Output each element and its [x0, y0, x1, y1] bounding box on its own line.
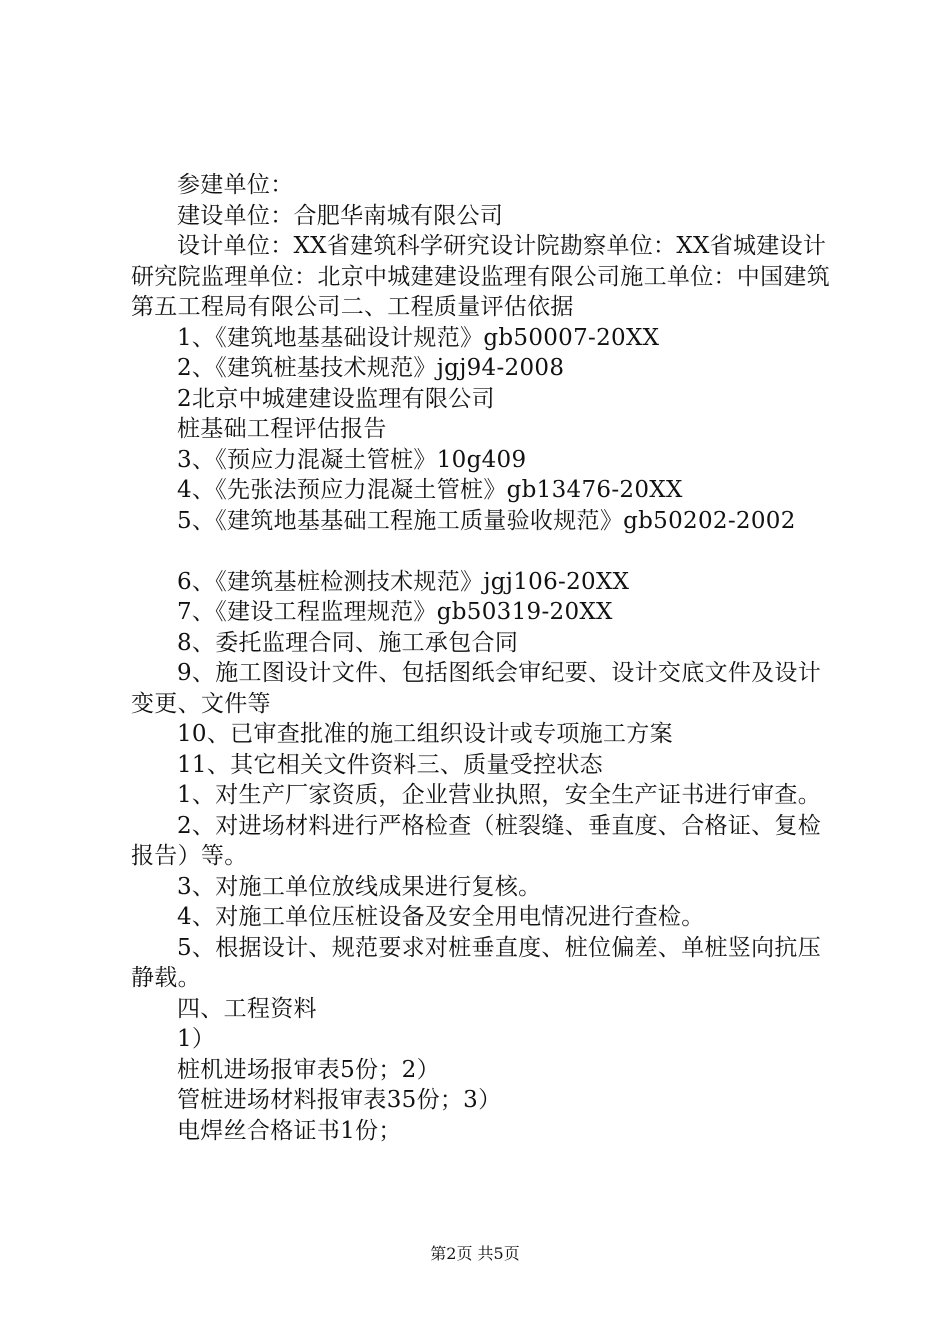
paragraph-control-5: 5、根据设计、规范要求对桩垂直度、桩位偏差、单桩竖向抗压静载。 [131, 934, 822, 991]
paragraph-basis-11: 11、其它相关文件资料三、质量受控状态 [177, 751, 603, 778]
paragraph-basis-5: 5、《建筑地基基础工程施工质量验收规范》gb50202-2002 [177, 507, 796, 534]
paragraph-design-units: 设计单位：XX省建筑科学研究设计院勘察单位：XX省城建设计研究院监理单位：北京中城建建设监理有限公司施工单位：中国建筑第五工程局有限公司二、工程质量评估依据 [131, 233, 830, 320]
paragraph-construction-unit: 建设单位：合肥华南城有限公司 [177, 202, 504, 229]
paragraph-section-4-heading: 四、工程资料 [177, 995, 317, 1022]
paragraph-basis-6: 6、《建筑基桩检测技术规范》jgj106-20XX [177, 568, 630, 595]
paragraph-record-1: 1） [177, 1026, 216, 1052]
document-body [131, 170, 837, 1146]
paragraph-basis-8: 8、委托监理合同、施工承包合同 [177, 629, 519, 656]
page-footer [0, 1244, 950, 1264]
paragraph-basis-10: 10、已审查批准的施工组织设计或专项施工方案 [177, 721, 673, 747]
paragraph-basis-4: 4、《先张法预应力混凝土管桩》gb13476-20XX [177, 477, 683, 503]
paragraph-control-2: 2、对进场材料进行严格检查（桩裂缝、垂直度、合格证、复检报告）等。 [131, 812, 822, 869]
paragraph-basis-7: 7、《建设工程监理规范》gb50319-20XX [177, 599, 613, 625]
paragraph-control-3: 3、对施工单位放线成果进行复核。 [177, 873, 542, 900]
paragraph-record-2: 桩机进场报审表5份；2） [177, 1056, 440, 1083]
paragraph-basis-9: 9、施工图设计文件、包括图纸会审纪要、设计交底文件及设计变更、文件等 [131, 660, 822, 717]
paragraph-control-4: 4、对施工单位压桩设备及安全用电情况进行查检。 [177, 904, 705, 930]
paragraph-record-4: 电焊丝合格证书1份； [177, 1117, 402, 1144]
blank-line [131, 536, 837, 567]
paragraph-basis-3: 3、《预应力混凝土管桩》10g409 [177, 446, 527, 473]
page-number: 第2页 共5页 [430, 1244, 520, 1263]
paragraph-control-1: 1、对生产厂家资质，企业营业执照，安全生产证书进行审查。 [177, 782, 822, 808]
paragraph-participants-heading: 参建单位： [177, 172, 294, 198]
paragraph-record-3: 管桩进场材料报审表35份；3） [177, 1087, 502, 1113]
paragraph-company-header: 2北京中城建建设监理有限公司 [177, 385, 495, 412]
paragraph-basis-1: 1、《建筑地基基础设计规范》gb50007-20XX [177, 324, 660, 351]
paragraph-report-title: 桩基础工程评估报告 [177, 416, 387, 442]
paragraph-basis-2: 2、《建筑桩基技术规范》jgj94-2008 [177, 355, 565, 381]
